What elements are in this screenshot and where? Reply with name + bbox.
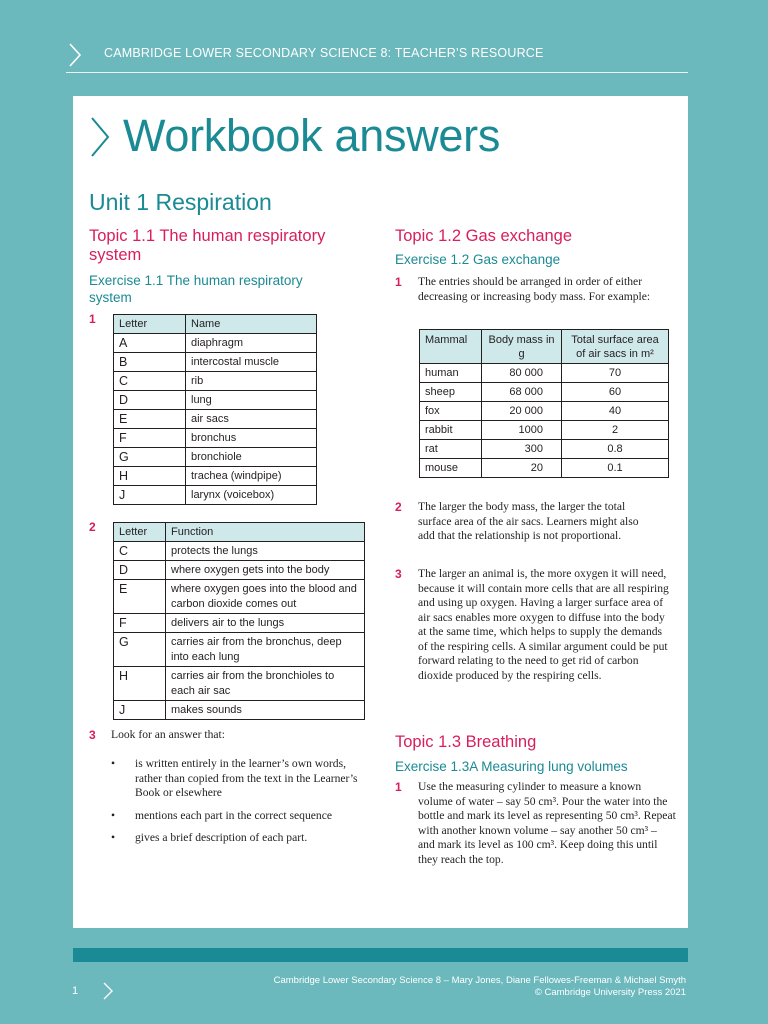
chevron-right-icon: [102, 981, 114, 1001]
answer-text: The entries should be arranged in order of either decreasing or increasing body mass. For example:: [418, 275, 651, 303]
table-cell: 60: [562, 383, 669, 402]
table-header-row: [114, 315, 317, 334]
table-cell: A: [114, 334, 186, 353]
table-cell: H: [114, 467, 186, 486]
exercise-heading: Exercise 1.3A Measuring lung volumes: [395, 759, 628, 774]
chevron-right-icon: [66, 42, 84, 68]
column-header: Name: [186, 315, 317, 334]
table-cell: 68 000: [482, 383, 562, 402]
table-cell: where oxygen goes into the blood and carbon dioxide comes out: [166, 580, 365, 614]
table-header-row: [114, 523, 365, 542]
column-header: Mammal: [420, 330, 482, 364]
topic-heading: Topic 1.2 Gas exchange: [395, 227, 573, 245]
table-cell: air sacs: [186, 410, 317, 429]
table-cell: 70: [562, 364, 669, 383]
chevron-right-icon: [89, 116, 111, 158]
table-cell: H: [114, 667, 166, 701]
question-number: 2: [89, 520, 96, 534]
table-header-row: [420, 330, 669, 364]
table-cell: E: [114, 580, 166, 614]
page-sheet: [73, 96, 688, 928]
table-row: [114, 448, 317, 467]
table-cell: D: [114, 391, 186, 410]
table-cell: mouse: [420, 459, 482, 478]
table-row: [114, 467, 317, 486]
table-row: [114, 353, 317, 372]
table-row: [420, 383, 669, 402]
table-cell: makes sounds: [166, 701, 365, 720]
answer-text: Look for an answer that:: [111, 728, 225, 741]
table-row: [420, 421, 669, 440]
header-divider: [66, 72, 688, 73]
mammal-air-sac-table: [419, 329, 669, 478]
page-title: Workbook answers: [123, 110, 501, 161]
table-cell: E: [114, 410, 186, 429]
table-row: [114, 542, 365, 561]
table-row: [114, 391, 317, 410]
table-row: [114, 561, 365, 580]
list-item: • mentions each part in the correct sequence: [111, 809, 361, 824]
table-cell: 0.8: [562, 440, 669, 459]
table-cell: C: [114, 542, 166, 561]
table-row: [420, 440, 669, 459]
table-row: [114, 486, 317, 505]
page-number: 1: [72, 985, 79, 997]
table-cell: bronchus: [186, 429, 317, 448]
table-cell: 1000: [482, 421, 562, 440]
letter-name-table: [113, 314, 317, 505]
table-cell: larynx (voicebox): [186, 486, 317, 505]
footer-copyright: © Cambridge University Press 2021: [534, 987, 686, 998]
table-cell: 20: [482, 459, 562, 478]
table-row: [114, 633, 365, 667]
table-cell: human: [420, 364, 482, 383]
unit-title: Unit 1 Respiration: [89, 189, 272, 215]
column-header: Total surface area of air sacs in m²: [562, 330, 669, 364]
table-row: [114, 410, 317, 429]
table-cell: sheep: [420, 383, 482, 402]
question-number: 3: [395, 567, 402, 581]
exercise-heading: Exercise 1.1 The human respiratory system: [89, 273, 303, 305]
answer-text: The larger an animal is, the more oxygen it will need, because it will contain more cells that are all respiring and using up oxygen. Having a larger surface area of air sacs enables more oxygen to diffuse into the body at the same time, which helps to supply the demands of the respiring cells. A similar argument could be put forward relating to the need to get rid of carbon dioxide produced by the respiring cells.: [418, 567, 669, 682]
list-item: • is written entirely in the learner’s own words, rather than copied from the text in the Learner’s Book or elsewhere: [111, 757, 361, 801]
table-cell: delivers air to the lungs: [166, 614, 365, 633]
question-number: 1: [89, 312, 96, 326]
table-cell: J: [114, 486, 186, 505]
table-row: [114, 614, 365, 633]
table-cell: rib: [186, 372, 317, 391]
table-row: [114, 429, 317, 448]
column-header: Function: [166, 523, 365, 542]
answer-bullet-list: [111, 757, 361, 854]
series-title: CAMBRIDGE LOWER SECONDARY SCIENCE 8: TEACHER’S RESOURCE: [104, 46, 544, 60]
table-row: [420, 364, 669, 383]
table-cell: C: [114, 372, 186, 391]
table-row: [114, 701, 365, 720]
table-cell: protects the lungs: [166, 542, 365, 561]
table-cell: 300: [482, 440, 562, 459]
topic-heading: Topic 1.3 Breathing: [395, 733, 537, 751]
footer-bar: [73, 948, 688, 962]
table-cell: G: [114, 448, 186, 467]
table-row: [114, 667, 365, 701]
table-cell: carries air from the bronchioles to each air sac: [166, 667, 365, 701]
table-cell: 0.1: [562, 459, 669, 478]
exercise-heading: Exercise 1.2 Gas exchange: [395, 252, 561, 267]
question-number: 1: [395, 275, 402, 289]
table-row: [114, 372, 317, 391]
topic-heading: Topic 1.1 The human respiratory system: [89, 227, 326, 264]
table-cell: carries air from the bronchus, deep into each lung: [166, 633, 365, 667]
question-number: 1: [395, 780, 402, 794]
question-number: 2: [395, 500, 402, 514]
table-row: [114, 334, 317, 353]
table-cell: 2: [562, 421, 669, 440]
table-cell: fox: [420, 402, 482, 421]
table-cell: D: [114, 561, 166, 580]
question-number: 3: [89, 728, 96, 742]
table-cell: G: [114, 633, 166, 667]
table-cell: 40: [562, 402, 669, 421]
table-cell: trachea (windpipe): [186, 467, 317, 486]
column-header: Letter: [114, 523, 166, 542]
table-row: [420, 459, 669, 478]
table-cell: lung: [186, 391, 317, 410]
table-cell: F: [114, 614, 166, 633]
table-cell: J: [114, 701, 166, 720]
answer-text: Use the measuring cylinder to measure a known volume of water – say 50 cm³. Pour the water into the bottle and mark its level as representing 50 cm³. Repeat with another known volume – say another 50 cm³ – and mark its level as 100 cm³. Keep doing this until they reach the top.: [418, 780, 676, 866]
table-cell: diaphragm: [186, 334, 317, 353]
table-cell: bronchiole: [186, 448, 317, 467]
letter-function-table: [113, 522, 365, 720]
answer-text: The larger the body mass, the larger the total surface area of the air sacs. Learners might also add that the relationship is not proportional.: [418, 500, 639, 542]
table-cell: rat: [420, 440, 482, 459]
list-item: • gives a brief description of each part.: [111, 831, 361, 846]
table-cell: intercostal muscle: [186, 353, 317, 372]
column-header: Body mass in g: [482, 330, 562, 364]
footer-credits: [274, 975, 686, 999]
table-row: [420, 402, 669, 421]
footer-credit-line: Cambridge Lower Secondary Science 8 – Mary Jones, Diane Fellowes-Freeman & Michael Smyth: [273, 975, 686, 986]
column-header: Letter: [114, 315, 186, 334]
table-cell: F: [114, 429, 186, 448]
table-cell: rabbit: [420, 421, 482, 440]
table-cell: B: [114, 353, 186, 372]
table-row: [114, 580, 365, 614]
table-cell: 80 000: [482, 364, 562, 383]
table-cell: where oxygen gets into the body: [166, 561, 365, 580]
table-cell: 20 000: [482, 402, 562, 421]
